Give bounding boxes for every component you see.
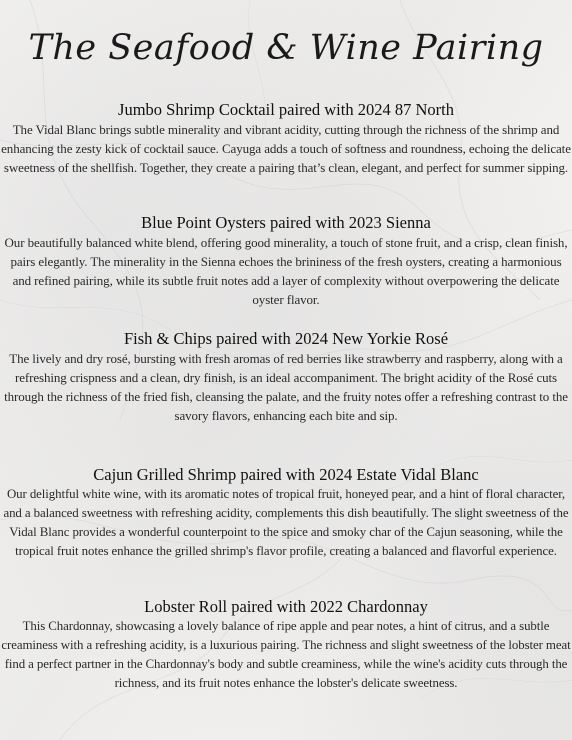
pairing-description: The lively and dry rosé, bursting with fresh aromas of red berries like strawberry and raspberry, along with a refreshing crispness and a clean, dry finish, is an ideal accompaniment. The bright acidity of the Rosé cuts through the richness of the fried fish, cleansing the palate, and the fruity notes offer a refreshing contrast to the savory flavors, enhancing each bite and sip. — [4, 351, 568, 423]
dish-name: Fish & Chips — [123, 329, 212, 348]
pairing-heading — [0, 100, 572, 120]
pairing-heading — [0, 465, 572, 485]
pairing-description: This Chardonnay, showcasing a lovely balance of ripe apple and pear notes, a hint of citrus, and a subtle creaminess with a refreshing acidity, is a luxurious pairing. The richness and slight sweetness of the lobster meat find a perfect partner in the Chardonnay's body and subtle creaminess, while the wine's acidity cuts through the richness, and its fruit notes enhance the lobster's delicate sweetness. — [1, 619, 571, 690]
pairing-section — [0, 465, 572, 561]
paired-with-text: paired with — [274, 100, 358, 119]
dish-name: Jumbo Shrimp Cocktail — [118, 100, 275, 119]
wine-name: 2024 New Yorkie Rosé — [294, 329, 449, 348]
pairing-section — [0, 100, 572, 177]
paired-with-text: paired with — [265, 213, 349, 232]
pairing-heading — [0, 329, 572, 349]
paired-with-text: paired with — [236, 465, 320, 484]
pairing-section — [0, 329, 572, 425]
wine-name: 2024 87 North — [357, 100, 454, 119]
pairing-description: Our delightful white wine, with its aromatic notes of tropical fruit, honeyed pear, and a hint of floral character, and a balanced sweetness with refreshing acidity, complements this dish beautifully. The slight sweetness of the Vidal Blanc provides a wonderful counterpoint to the spice and smoky char of the Cajun seasoning, while the tropical fruit notes enhance the grilled shrimp's flavor profile, creating a balanced and flavorful experience. — [3, 487, 569, 558]
paired-with-text: paired with — [212, 329, 295, 348]
pairing-description: The Vidal Blanc brings subtle minerality and vibrant acidity, cutting through the richness of the shrimp and enhancing the zesty kick of cocktail sauce. Cayuga adds a touch of softness and roundness, echoing the delicate sweetness of the shellfish. Together, they create a pairing that’s clean, elegant, and perfect for summer sipping. — [1, 122, 571, 175]
page-title: The Seafood & Wine Pairing — [28, 28, 544, 68]
dish-name: Lobster Roll — [144, 597, 228, 616]
dish-name: Cajun Grilled Shrimp — [93, 465, 237, 484]
dish-name: Blue Point Oysters — [141, 213, 266, 232]
wine-name: 2024 Estate Vidal Blanc — [319, 465, 479, 484]
pairing-section — [0, 213, 572, 309]
wine-name: 2022 Chardonnay — [310, 597, 428, 616]
pairing-section — [0, 597, 572, 693]
wine-name: 2023 Sienna — [348, 213, 431, 232]
pairing-heading — [0, 597, 572, 617]
paired-with-text: paired with — [227, 597, 311, 616]
pairing-heading — [0, 213, 572, 233]
pairing-description: Our beautifully balanced white blend, offering good minerality, a touch of stone fruit, and a crisp, clean finish, pairs elegantly. The minerality in the Sienna echoes the brininess of the fresh oysters, creating a harmonious and refined pairing, while its subtle fruit notes add a layer of complexity without overpowering the delicate oyster flavor. — [4, 235, 568, 307]
